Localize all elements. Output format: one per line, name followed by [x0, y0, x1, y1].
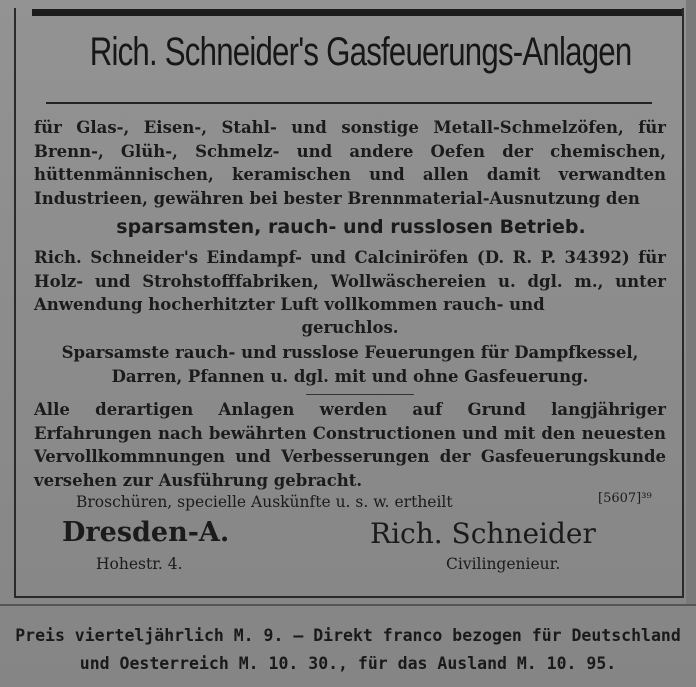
paragraph-calcining-end: geruchlos.: [301, 318, 399, 337]
page-edge: [686, 0, 696, 604]
price-footer: [0, 622, 696, 678]
slogan: sparsamsten, rauch- und russlosen Betrieb.: [116, 216, 586, 238]
paragraph-furnaces: für Glas-, Eisen-, Stahl- und sonstige Metall-Schmelzöfen, für Brenn-, Glüh-, Schmelz- und andere Oefen der chemischen, hüttenmännischen, keramischen und allen damit verwandten Industrieen, gewähren bei bester Brennmaterial-Ausnutzung den: [34, 118, 666, 208]
paragraph-firing: Sparsamste rauch- und russlose Feuerungen für Dampfkessel,: [61, 343, 639, 362]
address: Hohestr. 4.: [96, 555, 183, 573]
brochure-note: Broschüren, specielle Auskünfte u. s. w. ertheilt: [76, 493, 453, 511]
company-name: Rich. Schneider: [370, 517, 596, 550]
reference-number: [5607]³⁹: [598, 491, 652, 506]
ad-title: Rich. Schneider's Gasfeuerungs-Anlagen: [89, 30, 632, 74]
footer-line-1: Preis vierteljährlich M. 9. — Direkt franco bezogen für Deutschland: [15, 626, 681, 645]
title-rule: [46, 102, 652, 104]
city: Dresden-A.: [62, 517, 230, 548]
footer-rule: [0, 604, 696, 606]
profession: Civilingenieur.: [446, 555, 561, 573]
separator: [306, 394, 414, 395]
footer-line-2: und Oesterreich M. 10. 30., für das Ausland M. 10. 95.: [79, 654, 617, 673]
paragraph-installations: Alle derartigen Anlagen werden auf Grund langjähriger Erfahrungen nach bewährten Constructionen und mit den neuesten Vervollkommnungen und Verbesserungen der Gasfeuerungskunde versehen zur Ausführung gebracht.: [34, 400, 666, 490]
advertisement-box: [14, 8, 684, 598]
top-rule: [32, 9, 682, 16]
paragraph-calcining: Rich. Schneider's Eindampf- und Calciniröfen (D. R. P. 34392) für Holz- und Strohstofffabriken, Wollwäschereien u. dgl. m., unter Anwendung hocherhitzter Luft vollkommen rauch- und: [34, 248, 666, 314]
paragraph-firing-end: Darren, Pfannen u. dgl. mit und ohne Gasfeuerung.: [111, 367, 589, 386]
